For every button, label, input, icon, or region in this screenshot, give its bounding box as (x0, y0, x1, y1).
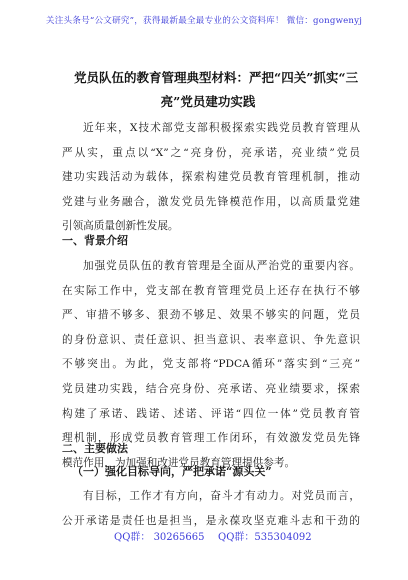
document-title (74, 66, 359, 114)
text-line: 建功实践活动为载体，探索构建党员教育管理机制，推动 (62, 171, 360, 184)
text-line: 的身份意识、责任意识、担当意识、表率意识、争先意识 (62, 333, 360, 346)
text-line: 严、审措不够多、狠劲不够足、效果不够实的问题，党员 (62, 309, 360, 322)
text-line: 在实际工作中，党支部在教育管理党员上还存在执行不够 (62, 284, 360, 297)
text-line: 加强党员队伍的教育管理是全面从严治党的重要内容。 (83, 260, 360, 272)
text-line: 不够突出。为此，党支部将“PDCA循环”落实到“三亮” (62, 358, 360, 371)
title-line-2: 亮”党员建功实践 (160, 94, 256, 109)
text-line: 党建与业务融合，激发党员先锋模范作用，以高质量党建 (62, 195, 360, 208)
qq-group-a: QQ群： 30265665 (114, 532, 205, 543)
practices-paragraph (62, 484, 360, 533)
text-line: 理机制，形成党员教育管理工作闭环，有效激发党员先锋 (62, 432, 360, 445)
text-line: 近年来，X技术部党支部积极探索实践党员教育管理从 (83, 122, 360, 134)
intro-paragraph (62, 116, 360, 239)
text-line: 公开承诺是责任也是担当，是永葆攻坚克难斗志和干劲的 (62, 514, 360, 527)
section-heading-background: 一、背景介绍 (62, 234, 128, 247)
text-line: 引领高质量创新性发展。 (62, 220, 179, 233)
text-line: 构建了承诺、践诺、述诺、评诺“四位一体”党员教育管 (62, 407, 360, 420)
text-line: 党员建功实践，结合亮身份、亮承诺、亮业绩要求，探索 (62, 382, 360, 395)
title-line-1: 党员队伍的教育管理典型材料：严把“四关”抓实“三 (74, 70, 359, 85)
section-heading-main-practices: 二、主要做法 (62, 442, 128, 455)
text-line: 有目标，工作才有方向，奋斗才有动力。对党员而言， (83, 490, 360, 502)
text-line: 严从实，重点以“X”之“亮身份，亮承诺，亮业绩”党员 (62, 146, 360, 159)
header-banner: 关注头条号“公文研究”，获得最新最全最专业的公文资料库！ 微信：gongwenyj (45, 16, 363, 26)
text-line: 模范作用，为加强和改进党员教育管理提供参考。 (62, 456, 296, 469)
qq-group-b: QQ群：535304092 (218, 532, 312, 543)
subsection-heading: （一）强化目标导向，严把承诺“源头关” (72, 465, 272, 478)
